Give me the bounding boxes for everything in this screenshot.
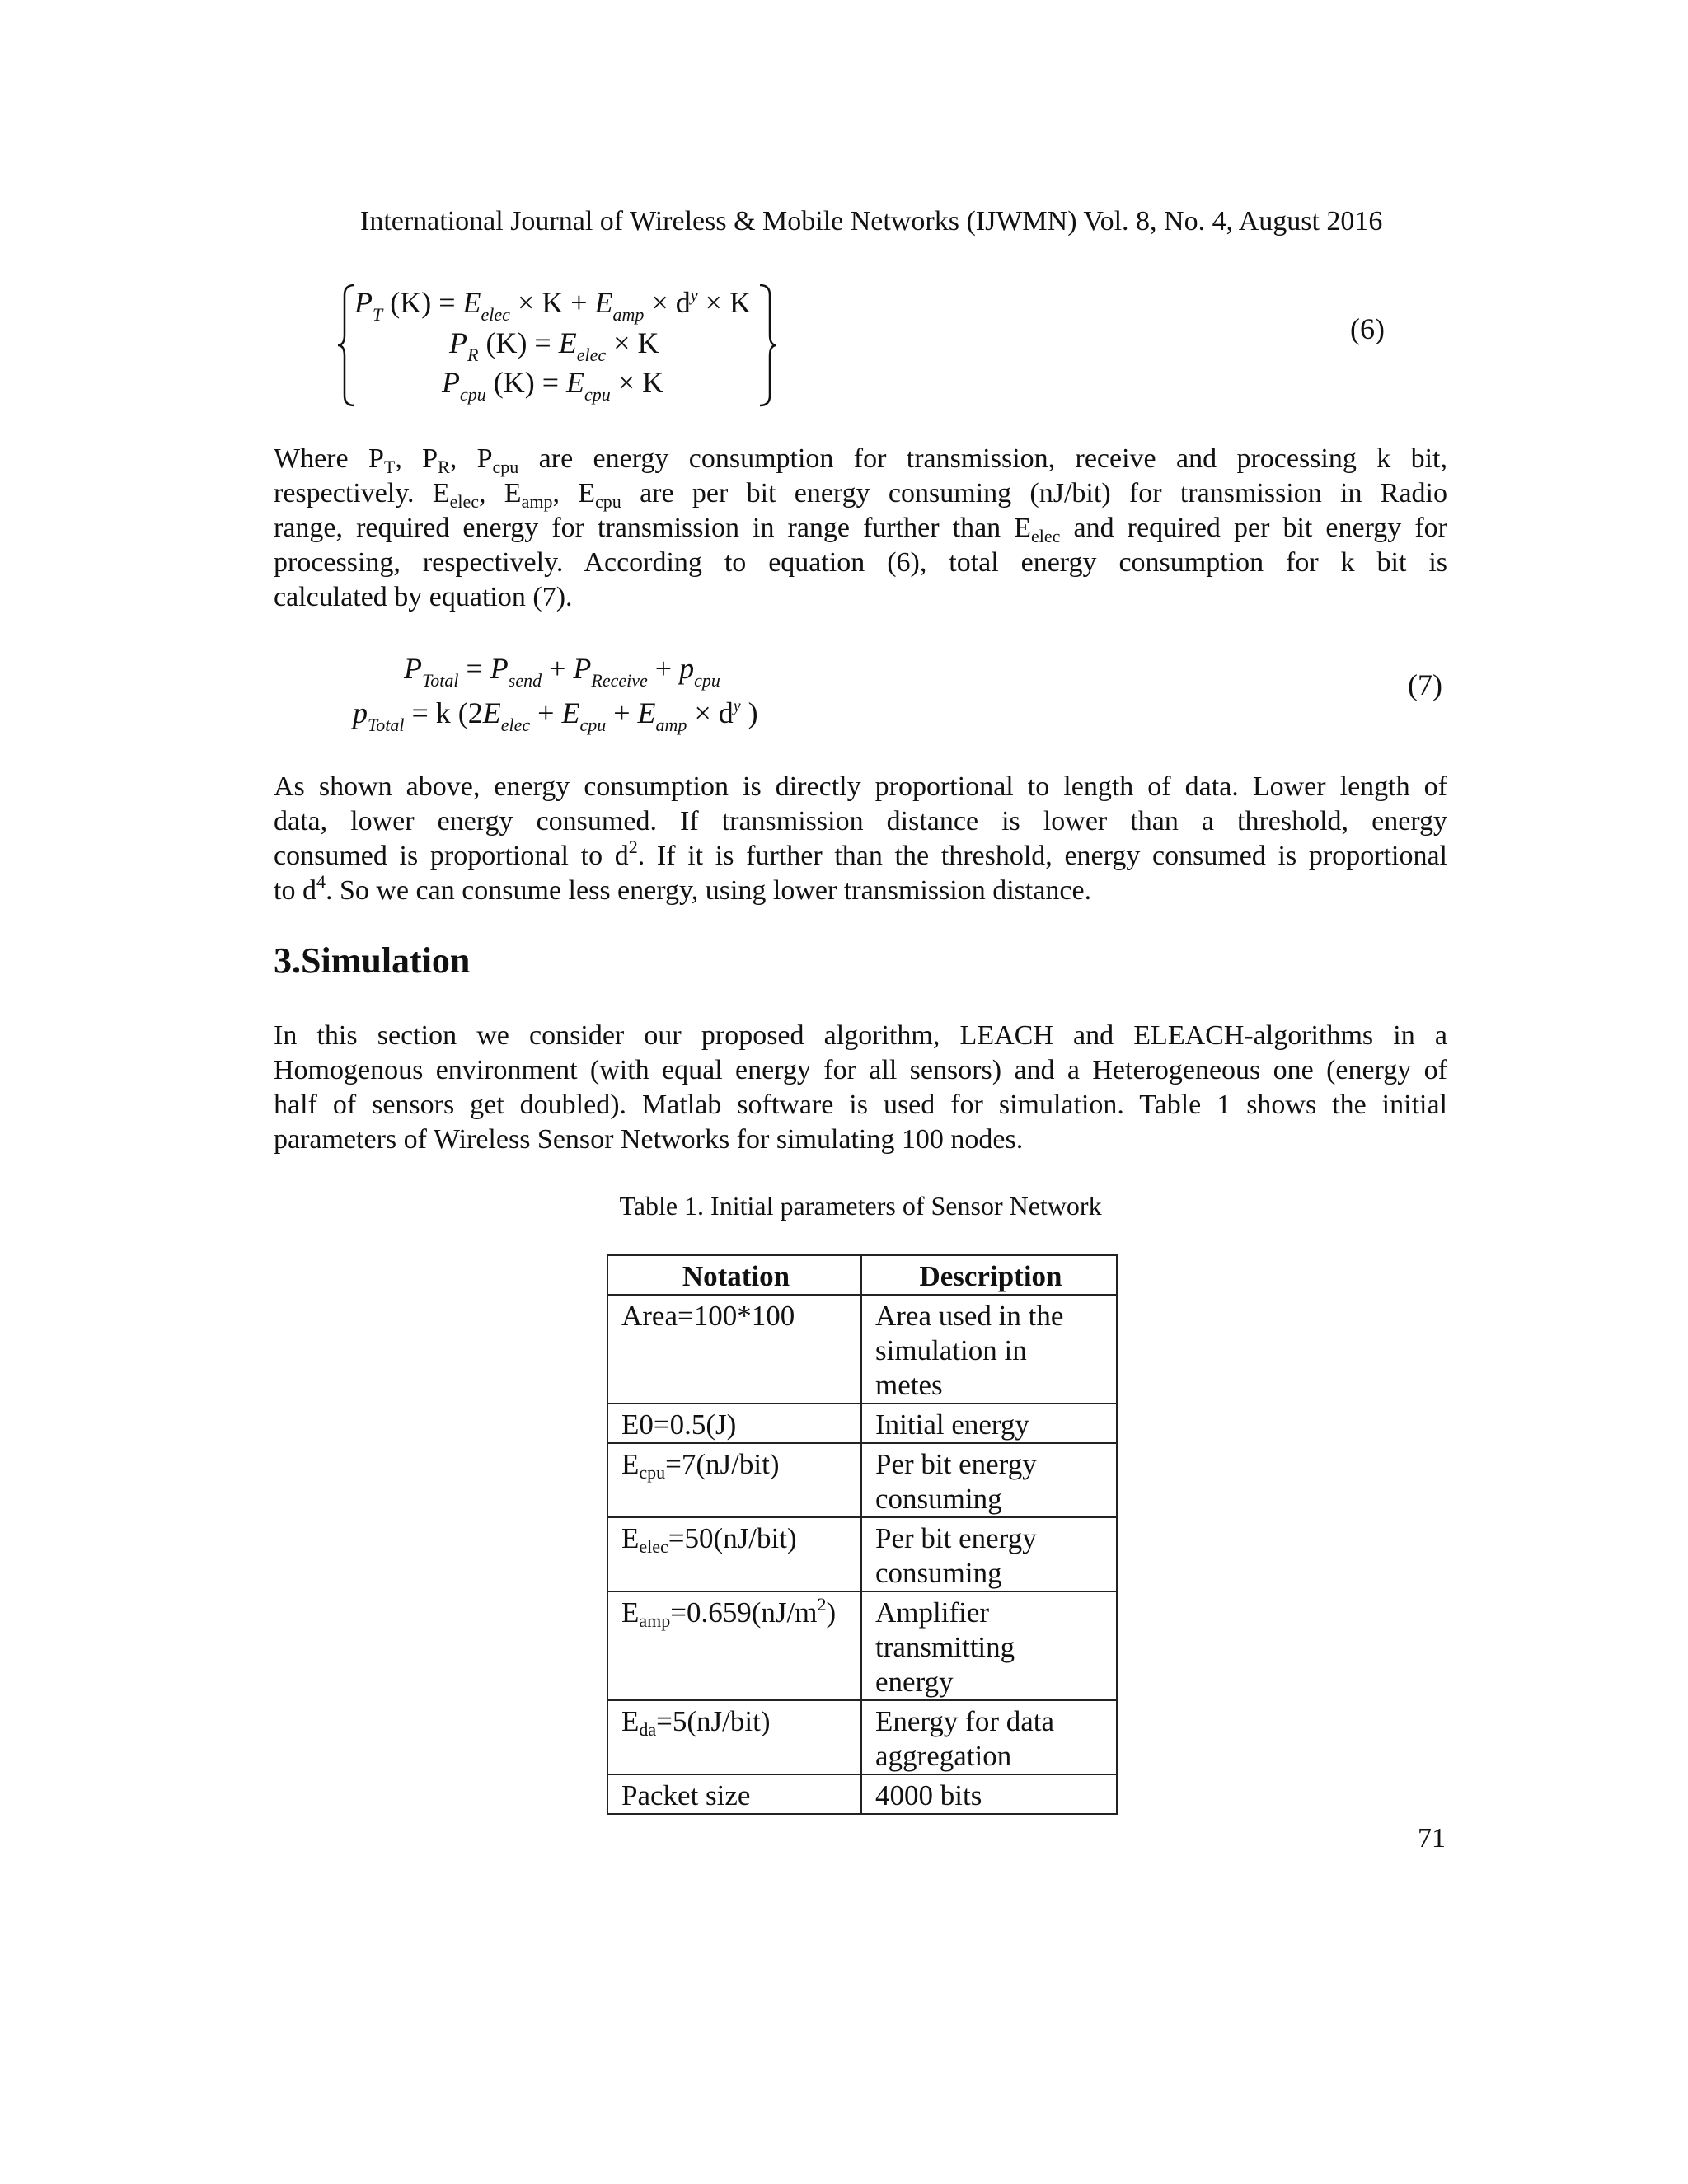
notation-cell: Packet size <box>607 1774 861 1814</box>
description-cell: Energy for data aggregation <box>861 1700 1117 1774</box>
description-cell: Per bit energy consuming <box>861 1517 1117 1591</box>
description-cell: Per bit energy consuming <box>861 1443 1117 1517</box>
right-brace <box>755 284 778 407</box>
equation-6-line-1: $P_T$ $(K) = E_{elec} \times K + E_{amp} \times d^y \times K$ <box>354 286 751 325</box>
column-header-description: Description <box>861 1255 1117 1295</box>
paragraph-1-line-1: Where $P_T$, $P_R$, $P_{cpu}$ are energy consumption for transmission, receive and processing k bit, <box>274 443 1447 477</box>
equation-6-line-2: $P_R$ $(K) = E_{elec} \times K$ <box>449 326 659 365</box>
table-header-row <box>607 1255 1117 1295</box>
notation-cell: $E_{cpu}=7(nJ/bit)$ <box>607 1443 861 1517</box>
description-cell: 4000 bits <box>861 1774 1117 1814</box>
table-caption: Table 1. Initial parameters of Sensor Network <box>619 1191 1102 1221</box>
description-cell: Amplifier transmitting energy <box>861 1591 1117 1700</box>
paragraph-1 <box>274 442 1447 615</box>
equation-6-line-3: $P_{cpu}$ $(K) = E_{cpu} \times K$ <box>442 366 664 405</box>
paragraph-3-line-2: Homogenous environment (with equal energy for all sensors) and a Heterogeneous one (energy of <box>274 1055 1447 1085</box>
paragraph-1-line-3: range, required energy for transmission in range further than $E_{elec}$ and required per bit energy for <box>274 513 1448 546</box>
paragraph-2-line-3: consumed is proportional to $d^2$. If it is further than the threshold, energy consumed is proportional <box>274 837 1447 871</box>
equation-6-number: (6) <box>1350 312 1385 345</box>
description-cell: Initial energy <box>861 1404 1117 1443</box>
table-row <box>607 1700 1117 1774</box>
paragraph-1-line-4: processing, respectively. According to equation (6), total energy consumption for k bit is <box>274 547 1447 578</box>
notation-cell: Area=100*100 <box>607 1295 861 1404</box>
description-cell: Area used in the simulation in metes <box>861 1295 1117 1404</box>
paragraph-3-line-4: parameters of Wireless Sensor Networks for simulating 100 nodes. <box>274 1124 1024 1155</box>
notation-cell: $E_{elec}=50(nJ/bit)$ <box>607 1517 861 1591</box>
table-row <box>607 1295 1117 1404</box>
table-row <box>607 1591 1117 1700</box>
table-row <box>607 1443 1117 1517</box>
equation-7-line-2: $p_{Total} = k$ ($2E_{elec} + E_{cpu} + E_{amp} \times d^y$ ) <box>353 696 758 735</box>
notation-cell: $E_{da}=5(nJ/bit)$ <box>607 1700 861 1774</box>
paragraph-3-line-1: In this section we consider our proposed algorithm, LEACH and ELEACH-algorithms in a <box>274 1020 1447 1051</box>
paragraph-2-line-4: to $d^4$. So we can consume less energy, using lower transmission distance. <box>274 871 1092 906</box>
notation-cell: E0=0.5(J) <box>607 1404 861 1443</box>
paragraph-2 <box>274 770 1447 908</box>
table-row <box>607 1404 1117 1443</box>
table-row <box>607 1774 1117 1814</box>
parameters-table <box>607 1254 1118 1815</box>
column-header-notation: Notation <box>607 1255 861 1295</box>
paragraph-1-line-2: respectively. $E_{elec}$, $E_{amp}$, $E_{cpu}$ are per bit energy consuming (nJ/bit) for transmission in Radio <box>274 478 1447 512</box>
notation-cell: $E_{amp}=0.659(nJ/m^2)$ <box>607 1591 861 1700</box>
paragraph-3 <box>274 1019 1447 1157</box>
table-row <box>607 1517 1117 1591</box>
section-heading: 3.Simulation <box>274 940 471 981</box>
paragraph-3-line-3: half of sensors get doubled). Matlab software is used for simulation. Table 1 shows the initial <box>274 1090 1447 1120</box>
paragraph-2-line-2: data, lower energy consumed. If transmission distance is lower than a threshold, energy <box>274 806 1447 837</box>
equation-7-number: (7) <box>1408 668 1442 701</box>
running-header: International Journal of Wireless & Mobile Networks (IJWMN) Vol. 8, No. 4, August 2016 <box>360 206 1383 237</box>
paragraph-1-line-5: calculated by equation (7). <box>274 582 573 612</box>
page-number: 71 <box>1418 1823 1446 1854</box>
equation-7-line-1: $P_{Total} = P_{send} + P_{Receive} + p_{cpu}$ <box>404 652 720 691</box>
paragraph-2-line-1: As shown above, energy consumption is directly proportional to length of data. Lower length of <box>274 771 1447 802</box>
